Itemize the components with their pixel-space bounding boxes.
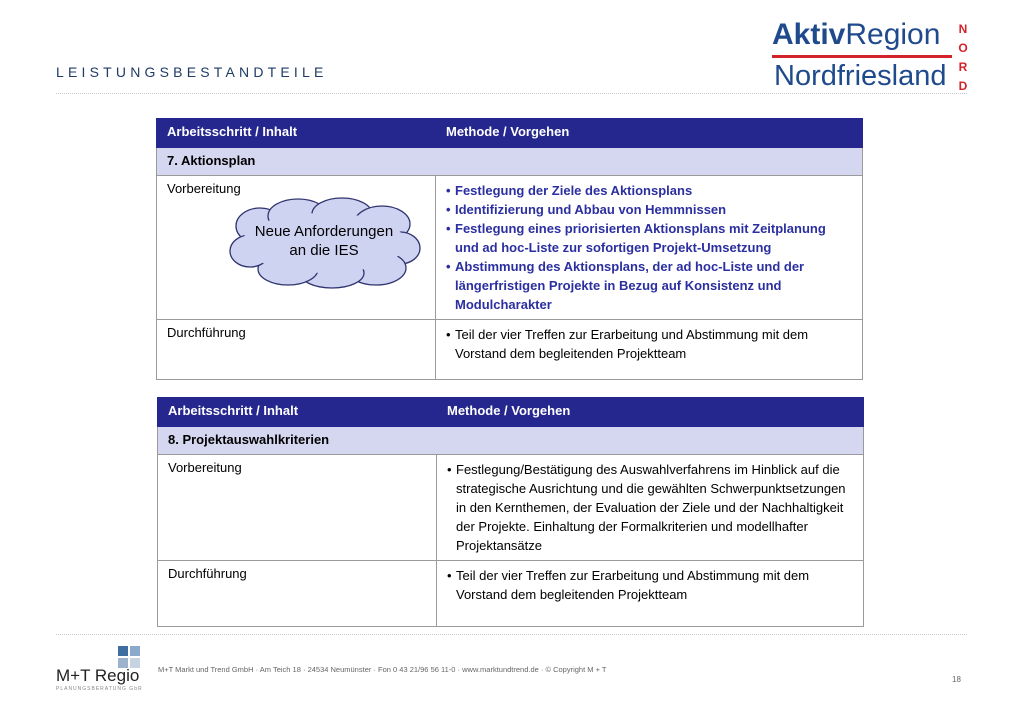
footer-contact-text: M+T Markt und Trend GmbH · Am Teich 18 · 24534 Neumünster · Fon 0 43 21/96 56 11-0 · www.marktundtrend.de · © Copyright M + T	[158, 665, 607, 674]
method-cell	[436, 176, 863, 320]
table-header-row	[158, 398, 864, 427]
mt-regio-logo	[56, 644, 146, 694]
step-cell: Durchführung	[158, 561, 437, 627]
col-header-step: Arbeitsschritt / Inhalt	[158, 398, 437, 427]
section-title: LEISTUNGSBESTANDTEILE	[56, 64, 328, 80]
logo-nord-letter: D	[958, 79, 968, 93]
logo-line1	[772, 18, 940, 52]
footer-brand-sub: PLANUNGSBERATUNG GbR	[56, 686, 143, 692]
bullet-list	[447, 566, 853, 604]
list-item: • Teil der vier Treffen zur Erarbeitung und Abstimmung mit dem Vorstand dem begleitenden Projektteam	[446, 325, 852, 363]
col-header-method: Methode / Vorgehen	[436, 119, 863, 148]
col-header-method: Methode / Vorgehen	[437, 398, 864, 427]
list-item: • Festlegung eines priorisierten Aktionsplans mit Zeitplanung und ad hoc-Liste zur sofortigen Projekt-Umsetzung	[446, 219, 852, 257]
section-title-aktionsplan: 7. Aktionsplan	[157, 148, 863, 176]
cloud-callout	[226, 196, 422, 290]
table-projektauswahlkriterien	[157, 397, 864, 627]
step-cell: Vorbereitung	[158, 455, 437, 561]
aktivregion-logo	[768, 18, 973, 100]
section-row	[158, 427, 864, 455]
table-row	[158, 455, 864, 561]
logo-square	[118, 646, 128, 656]
list-item: • Festlegung/Bestätigung des Auswahlverfahrens im Hinblick auf die strategische Ausrichtung und die gewählten Schwerpunktsetzungen in den Kernthemen, der Evaluation der Ziele und der Nachhaltigkeit der Projekte. Einhaltung der Formalkriterien und modellhafter Projektansätze	[447, 460, 853, 555]
col-header-step: Arbeitsschritt / Inhalt	[157, 119, 436, 148]
logo-part1-bold: Aktiv	[772, 18, 846, 51]
table-row	[158, 561, 864, 627]
bullet-list	[446, 325, 852, 363]
section-title-projektauswahlkriterien: 8. Projektauswahlkriterien	[158, 427, 864, 455]
method-cell	[436, 320, 863, 380]
section-row	[157, 148, 863, 176]
logo-square	[130, 646, 140, 656]
logo-nord	[956, 20, 970, 96]
method-cell	[437, 455, 864, 561]
cloud-text	[226, 222, 422, 260]
logo-line2: Nordfriesland	[774, 60, 947, 92]
logo-nord-letter: R	[958, 60, 968, 74]
bullet-list	[447, 460, 853, 555]
cloud-line-2: an die IES	[289, 242, 359, 259]
table-header-row	[157, 119, 863, 148]
bullet-list	[446, 181, 852, 314]
step-cell: Vorbereitung	[157, 176, 436, 320]
footer-brand: M+T Regio	[56, 666, 140, 685]
page-number: 18	[952, 675, 961, 684]
logo-part1-rest: Region	[845, 18, 941, 51]
list-item: • Teil der vier Treffen zur Erarbeitung und Abstimmung mit dem Vorstand dem begleitenden Projektteam	[447, 566, 853, 604]
logo-red-bar	[772, 55, 952, 58]
table-row	[157, 320, 863, 380]
footer-divider	[56, 634, 967, 635]
cloud-line-1: Neue Anforderungen	[254, 223, 394, 240]
step-cell: Durchführung	[157, 320, 436, 380]
method-cell	[437, 561, 864, 627]
list-item: • Identifizierung und Abbau von Hemmnissen	[446, 200, 852, 219]
logo-nord-letter: N	[958, 22, 968, 36]
logo-nord-letter: O	[958, 41, 968, 55]
list-item: • Abstimmung des Aktionsplans, der ad hoc-Liste und der längerfristigen Projekte in Bezug auf Konsistenz und Modulcharakter	[446, 257, 852, 314]
list-item: • Festlegung der Ziele des Aktionsplans	[446, 181, 852, 200]
